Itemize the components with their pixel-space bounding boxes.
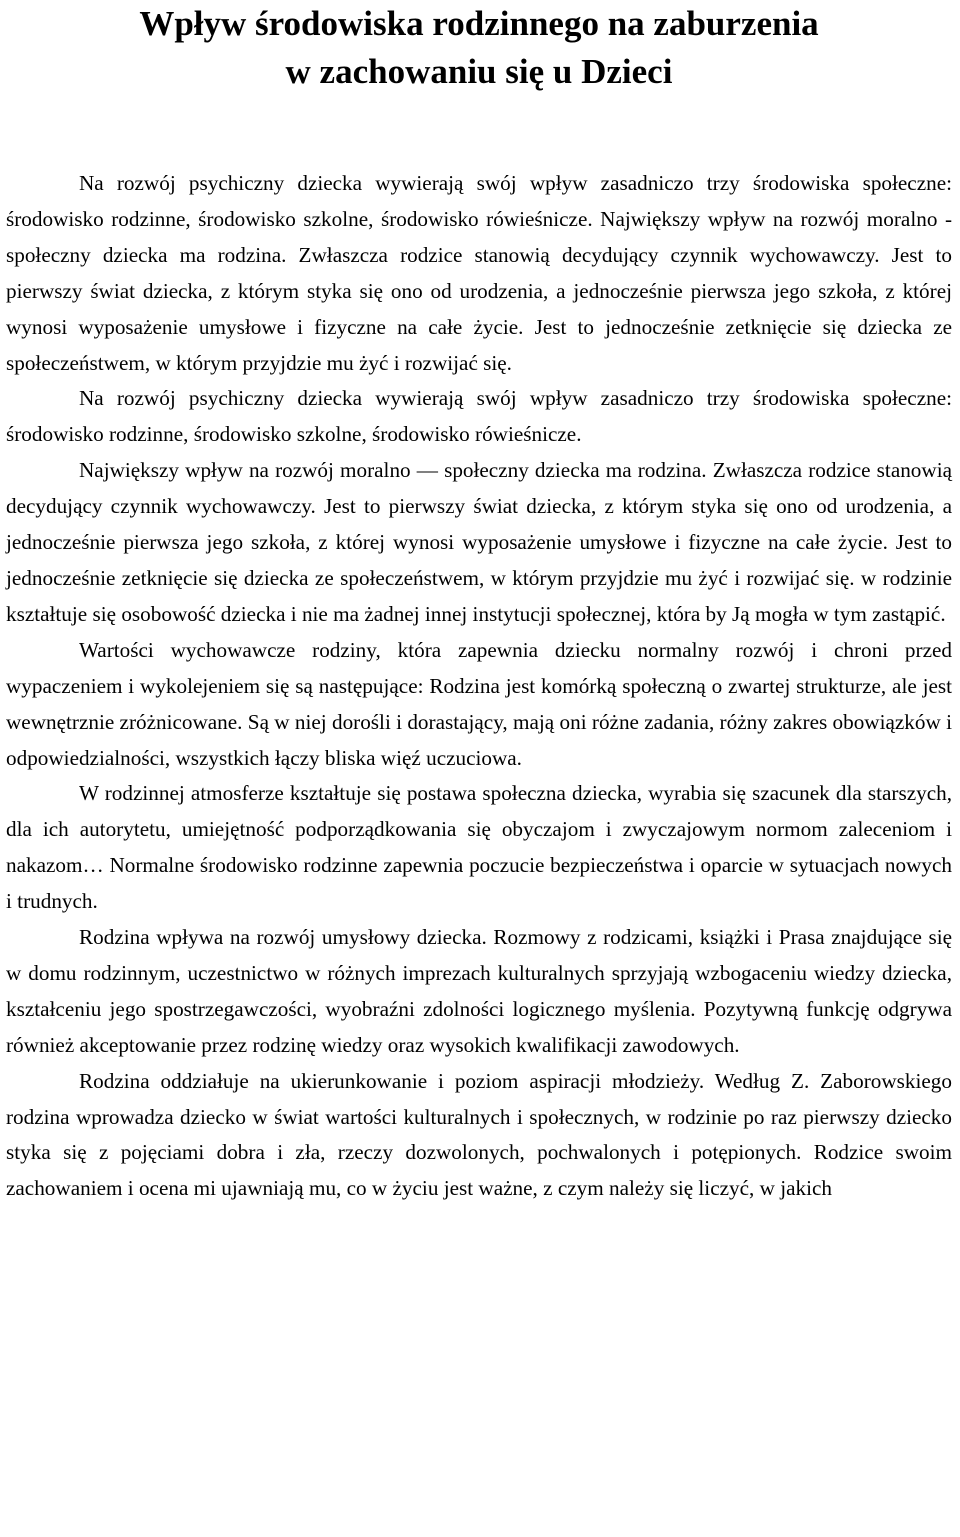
paragraph-3: Największy wpływ na rozwój moralno — społeczny dziecka ma rodzina. Zwłaszcza rodzice stanowią decydujący czynnik wychowawczy. Jest to pierwszy świat dziecka, z którym styka się ono od urodzenia, a jednocześnie pierwsza jego szkoła, z której wynosi wyposażenie umysłowe i fizyczne na całe życie. Jest to jednocześnie zetknięcie się dziecka ze społeczeństwem, w którym przyjdzie mu żyć i rozwijać się. w rodzinie kształtuje się osobowość dziecka i nie ma żadnej innej instytucji społecznej, która by Ją mogła w tym zastąpić. bbox=[6, 458, 952, 626]
title-line-1: Wpływ środowiska rodzinnego na zaburzenia bbox=[139, 4, 819, 43]
title-line-2: w zachowaniu się u Dzieci bbox=[285, 52, 673, 91]
document-title bbox=[6, 0, 952, 96]
document-body bbox=[6, 166, 952, 1207]
paragraph-7: Rodzina oddziałuje na ukierunkowanie i poziom aspiracji młodzieży. Według Z. Zaborowskiego rodzina wprowadza dziecko w świat wartości kulturalnych i społecznych, w rodzinie po raz pierwszy dziecko styka się z pojęciami dobra i zła, rzeczy dozwolonych, pochwalonych i potępionych. Rodzice swoim zachowaniem i ocena mi ujawniają mu, co w życiu jest ważne, z czym należy się liczyć, w jakich bbox=[6, 1068, 952, 1201]
paragraph-1: Na rozwój psychiczny dziecka wywierają swój wpływ zasadniczo trzy środowiska społeczne: środowisko rodzinne, środowisko szkolne, środowisko rówieśnicze. Największy wpływ na rozwój moralno - społeczny dziecka ma rodzina. Zwłaszcza rodzice stanowią decydujący czynnik wychowawczy. Jest to pierwszy świat dziecka, z którym styka się ono od urodzenia, a jednocześnie pierwsza jego szkoła, z której wynosi wyposażenie umysłowe i fizyczne na całe życie. Jest to jednocześnie zetknięcie się dziecka ze społeczeństwem, w którym przyjdzie mu żyć i rozwijać się. bbox=[6, 171, 952, 375]
paragraph-5: W rodzinnej atmosferze kształtuje się postawa społeczna dziecka, wyrabia się szacunek dla starszych, dla ich autorytetu, umiejętność podporządkowania się obyczajom i zwyczajowym normom zaleceniom i nakazom… Normalne środowisko rodzinne zapewnia poczucie bezpieczeństwa i oparcie w sytuacjach nowych i trudnych. bbox=[6, 781, 952, 914]
paragraph-4: Wartości wychowawcze rodziny, która zapewnia dziecku normalny rozwój i chroni przed wypaczeniem i wykolejeniem się są następujące: Rodzina jest komórką społeczną o zwartej strukturze, ale jest wewnętrznie zróżnicowane. Są w niej dorośli i dorastający, mają oni różne zadania, różny zakres obowiązków i odpowiedzialności, wszystkich łączy bliska więź uczuciowa. bbox=[6, 637, 952, 770]
paragraph-6: Rodzina wpływa na rozwój umysłowy dziecka. Rozmowy z rodzicami, książki i Prasa znajdujące się w domu rodzinnym, uczestnictwo w różnych imprezach kulturalnych sprzyjają wzbogaceniu wiedzy dziecka, kształceniu jego spostrzegawczości, wyobraźni zdolności logicznego myślenia. Pozytywną funkcję odgrywa również akceptowanie przez rodzinę wiedzy oraz wysokich kwalifikacji zawodowych. bbox=[6, 925, 952, 1057]
paragraph-2: Na rozwój psychiczny dziecka wywierają swój wpływ zasadniczo trzy środowiska społeczne: środowisko rodzinne, środowisko szkolne, środowisko rówieśnicze. bbox=[6, 386, 952, 447]
